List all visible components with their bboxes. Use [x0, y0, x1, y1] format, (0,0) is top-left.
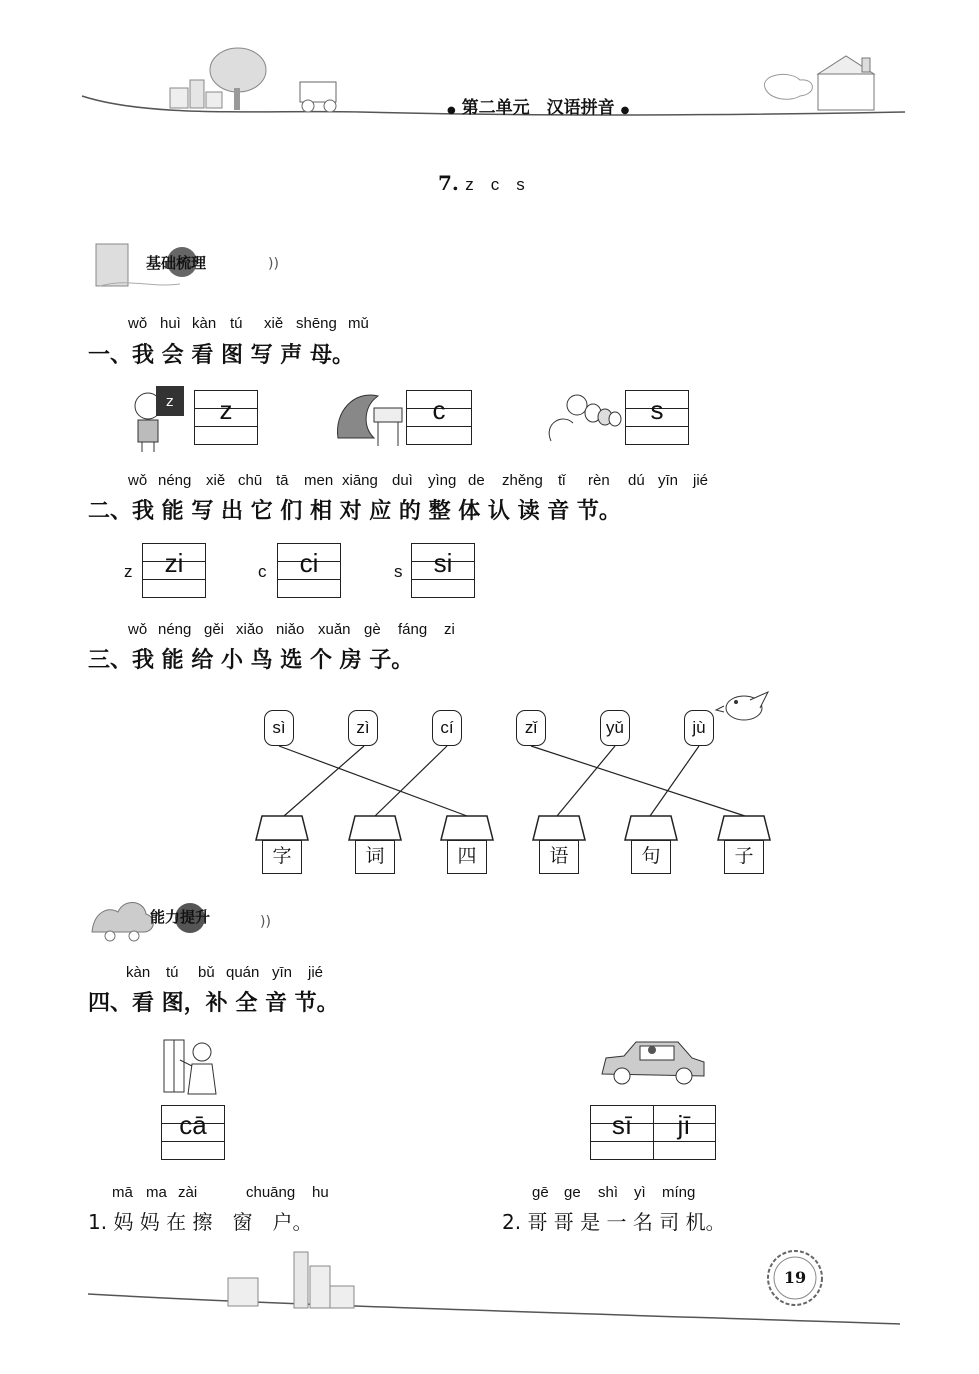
house-label: 句	[631, 840, 671, 874]
q2-answer-box-3[interactable]: si	[411, 543, 475, 598]
house-5[interactable]	[624, 814, 678, 874]
q1-answer-box-1[interactable]: z	[194, 390, 258, 445]
house-label: 子	[724, 840, 764, 874]
q1-label: 一、我 会 看 图 写 声 母。	[88, 343, 354, 368]
bird-bubble-5[interactable]: yǔ	[600, 710, 630, 746]
q4-answer-box-1[interactable]: cā	[161, 1105, 225, 1160]
house-3[interactable]	[440, 814, 494, 874]
house-label: 字	[262, 840, 302, 874]
q2-answer-box-1[interactable]: zi	[142, 543, 206, 598]
lesson-title: 7. z c s	[438, 171, 525, 195]
house-4[interactable]	[532, 814, 586, 874]
svg-text:z: z	[166, 394, 174, 410]
bird-bubble-3[interactable]: cí	[432, 710, 462, 746]
q2-letter-1: z	[124, 562, 133, 581]
mother-window-image	[158, 1036, 228, 1098]
house-label: 词	[355, 840, 395, 874]
unit-title: ● 第二单元 汉语拼音 ●	[447, 98, 630, 118]
q4-answer-si: sī	[611, 1110, 633, 1141]
q1-answer-box-2[interactable]: c	[406, 390, 472, 445]
q4-item2-sentence: 2. 哥 哥 是 一 名 司 机。	[502, 1210, 726, 1234]
bird-bubble-4[interactable]: zǐ	[516, 710, 546, 746]
bird-bubble-1[interactable]: sì	[264, 710, 294, 746]
q2-letter-3: s	[394, 562, 403, 581]
house-1[interactable]	[255, 814, 309, 874]
q4-answer-box-2[interactable]	[590, 1105, 716, 1160]
q2-letter-2: c	[258, 562, 267, 581]
q4-item1-sentence: 1. 妈 妈 在 擦 窗 户。	[88, 1210, 313, 1234]
footer-decoration	[0, 1236, 979, 1336]
page-number: 19	[783, 1268, 807, 1287]
bird-bubble-6[interactable]: jù	[684, 710, 714, 746]
svg-text:)): ))	[268, 256, 279, 272]
q4-label: 四、看 图，补 全 音 节。	[88, 991, 339, 1016]
section-badge-basics-text: 基础梳理	[146, 254, 207, 272]
house-6[interactable]	[717, 814, 771, 874]
house-2[interactable]	[348, 814, 402, 874]
car-driver-image	[596, 1034, 708, 1088]
bird-bubble-2[interactable]: zì	[348, 710, 378, 746]
house-label: 四	[447, 840, 487, 874]
q1-answer-box-3[interactable]: s	[625, 390, 689, 445]
section-badge-ability-text: 能力提升	[150, 908, 211, 926]
svg-text:)): ))	[260, 914, 271, 930]
q2-label: 二、我 能 写 出 它 们 相 对 应 的 整 体 认 读 音 节。	[88, 499, 621, 524]
house-label: 语	[539, 840, 579, 874]
q3-label: 三、我 能 给 小 鸟 选 个 房 子。	[88, 648, 414, 673]
q4-answer-ji: jī	[677, 1110, 691, 1141]
q2-answer-box-2[interactable]: ci	[277, 543, 341, 598]
